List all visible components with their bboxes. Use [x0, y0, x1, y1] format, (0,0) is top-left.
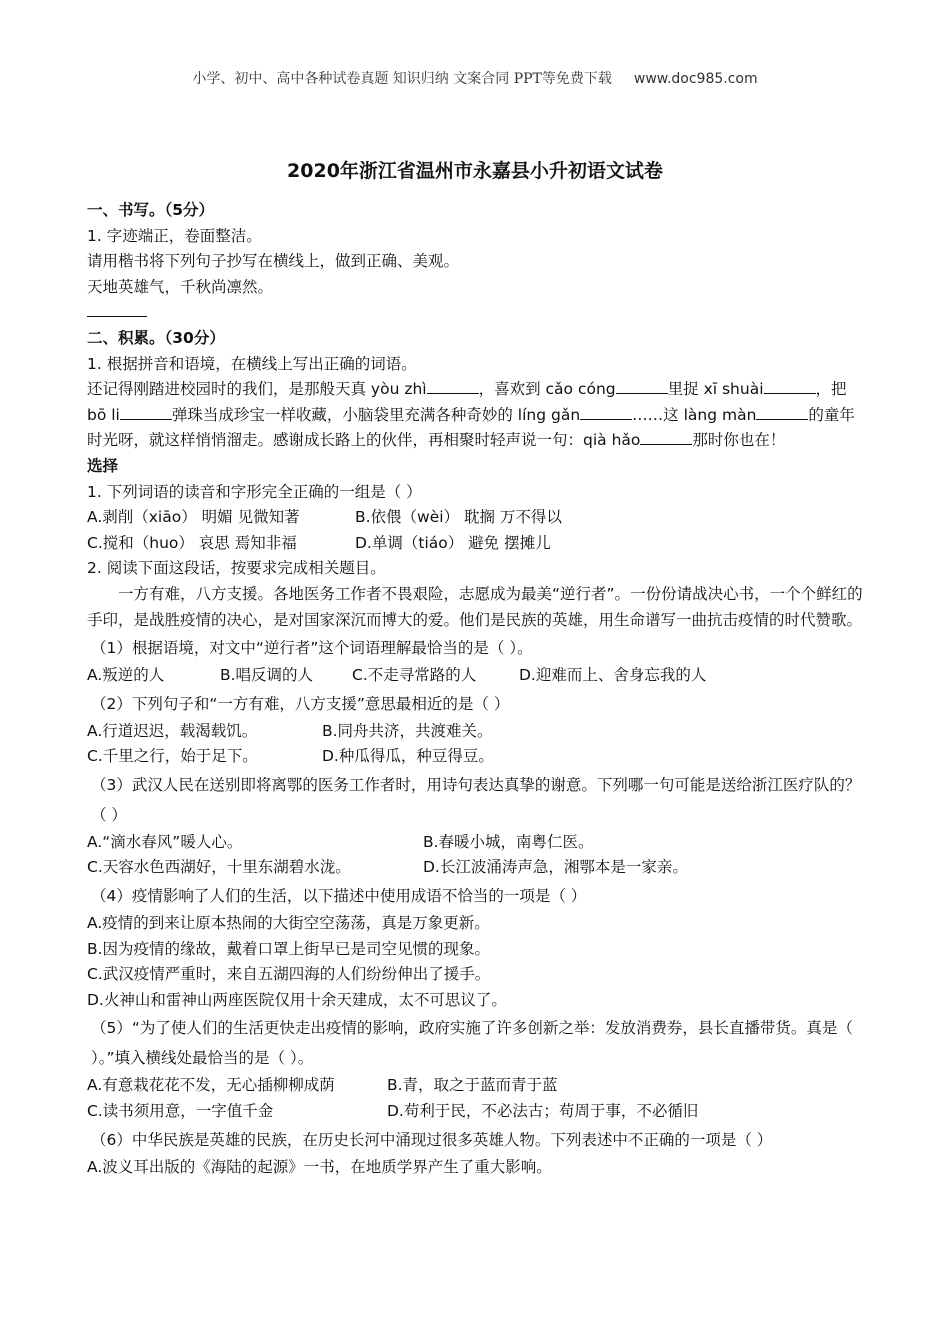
qb-stem: 2. 阅读下面这段话，按要求完成相关题目。 — [87, 559, 386, 578]
exam-content — [87, 198, 867, 1180]
qa-option-d[interactable]: D.单调（tiáo） 避免 摆摊儿 — [355, 533, 551, 552]
sub3-options-row-1 — [87, 830, 867, 856]
sub3-option-a[interactable]: A.“滴水春风”暖人心。 — [87, 832, 243, 851]
sub2-stem: （2）下列句子和“一方有难，八方支援”意思最相近的是（ ） — [91, 694, 510, 713]
sub3-option-b[interactable]: B.春暖小城，南粤仁医。 — [423, 832, 594, 851]
header-tagline: 小学、初中、高中各种试卷真题 知识归纳 文案合同 PPT等免费下载 — [192, 71, 612, 87]
blank-3[interactable] — [764, 377, 816, 394]
sub2-option-b[interactable]: B.同舟共济，共渡难关。 — [322, 721, 493, 740]
sub5-option-a[interactable]: A.有意栽花花不发，无心插柳柳成荫 — [87, 1076, 335, 1095]
sub1-options — [87, 663, 867, 689]
sub2-option-a[interactable]: A.行道迟迟，载渴载饥。 — [87, 721, 258, 740]
section1-line-1: 1. 字迹端正，卷面整洁。 — [87, 226, 262, 245]
sub2-options-row-2 — [87, 744, 867, 770]
sub5-stem: （5）“为了使人们的生活更快走出疫情的影响，政府实施了许多创新之举：发放消费券，县长直播带货。真是（ ）。”填入横线处最恰当的是（ ）。 — [91, 1019, 853, 1068]
qa-stem: 1. 下列词语的读音和字形完全正确的一组是（ ） — [87, 482, 422, 501]
sub1-option-b[interactable]: B.唱反调的人 — [220, 666, 314, 685]
sub5-options-row-2 — [87, 1099, 867, 1125]
sub1-option-a[interactable]: A.叛逆的人 — [87, 666, 165, 685]
sub2-option-d[interactable]: D.种瓜得瓜，种豆得豆。 — [322, 747, 494, 766]
section1-heading: 一、书写。（5分） — [87, 201, 215, 219]
blank-5[interactable] — [580, 403, 632, 420]
blank-6[interactable] — [756, 403, 808, 420]
exam-title: 2020年浙江省温州市永嘉县小升初语文试卷 — [287, 160, 663, 182]
sub4-option-d[interactable]: D.火神山和雷神山两座医院仅用十余天建成，太不可思议了。 — [87, 990, 507, 1009]
sub6-option-a[interactable]: A.波义耳出版的《海陆的起源》一书，在地质学界产生了重大影响。 — [87, 1157, 552, 1176]
sub3-option-c[interactable]: C.天容水色西湖好，十里东湖碧水泷。 — [87, 858, 351, 877]
sub1-stem: （1）根据语境，对文中“逆行者”这个词语理解最恰当的是（ ）。 — [91, 639, 533, 658]
sub5-options-row-1 — [87, 1073, 867, 1099]
sub2-options-row-1 — [87, 719, 867, 745]
sub1-option-c[interactable]: C.不走寻常路的人 — [352, 666, 477, 685]
qa-options-row-2 — [87, 531, 867, 557]
qa-option-c[interactable]: C.搅和（huo） 哀思 焉知非福 — [87, 533, 297, 552]
sub3-stem: （3）武汉人民在送别即将离鄂的医务工作者时，用诗句表达真挚的谢意。下列哪一句可能是送给浙江医疗队的？（ ） — [91, 775, 861, 824]
header-site: www.doc985.com — [633, 71, 758, 87]
section2-heading: 二、积累。（30分） — [87, 328, 225, 347]
blank-1[interactable] — [427, 377, 479, 394]
choose-heading: 选择 — [87, 456, 119, 475]
q1-passage: 还记得刚踏进校园时的我们，是那般天真 yòu zhì ，喜欢到 cǎo cóng 里捉 xī shuài ，把 bō li 弹珠当成珍宝一样收藏，小脑袋里充满各种奇妙的 líng gǎn ……这 làng màn 的童年时光呀，就这样悄悄溜走。感谢成长路上的伙伴，再相聚时轻声说一句：qià hǎo 那时你也在！ — [87, 377, 867, 454]
blank-4[interactable] — [120, 403, 172, 420]
qa-options-row-1 — [87, 505, 867, 531]
sub5-option-c[interactable]: C.读书须用意，一字值千金 — [87, 1102, 274, 1121]
qb-passage: 一方有难，八方支援。各地医务工作者不畏艰险，志愿成为最美“逆行者”。一份份请战决心书，一个个鲜红的手印，是战胜疫情的决心，是对国家深沉而博大的爱。他们是民族的英雄，用生命谱写一曲抗击疫情的时代赞歌。 — [87, 584, 863, 629]
copy-answer-line[interactable] — [87, 300, 867, 326]
q1-intro: 1. 根据拼音和语境，在横线上写出正确的词语。 — [87, 354, 417, 373]
sub1-option-d[interactable]: D.迎难而上、舍身忘我的人 — [519, 666, 707, 685]
sub3-option-d[interactable]: D.长江波涌涛声急，湘鄂本是一家亲。 — [423, 858, 688, 877]
sub2-option-c[interactable]: C.千里之行，始于足下。 — [87, 747, 258, 766]
sub4-stem: （4）疫情影响了人们的生活，以下描述中使用成语不恰当的一项是（ ） — [91, 887, 587, 906]
sub4-option-c[interactable]: C.武汉疫情严重时，来自五湖四海的人们纷纷伸出了援手。 — [87, 965, 491, 984]
qa-option-a[interactable]: A.剥削（xiāo） 明媚 见微知著 — [87, 508, 300, 527]
sub5-option-b[interactable]: B.青，取之于蓝而青于蓝 — [387, 1076, 558, 1095]
blank-7[interactable] — [640, 428, 692, 445]
section1-line-3: 天地英雄气，千秋尚凛然。 — [87, 277, 274, 296]
page-header — [0, 68, 950, 88]
section1-line-2: 请用楷书将下列句子抄写在横线上，做到正确、美观。 — [87, 252, 460, 271]
sub5-option-d[interactable]: D.苟利于民，不必法古；苟周于事，不必循旧 — [387, 1102, 699, 1121]
sub4-option-a[interactable]: A.疫情的到来让原本热闹的大街空空荡荡，真是万象更新。 — [87, 914, 490, 933]
sub4-option-b[interactable]: B.因为疫情的缘故，戴着口罩上街早已是司空见惯的现象。 — [87, 939, 491, 958]
qa-option-b[interactable]: B.依偎（wèi） 耽搁 万不得以 — [355, 508, 562, 527]
blank-2[interactable] — [616, 377, 668, 394]
sub6-stem: （6）中华民族是英雄的民族，在历史长河中涌现过很多英雄人物。下列表述中不正确的一项是（ ） — [91, 1130, 773, 1149]
sub3-options-row-2 — [87, 855, 867, 881]
